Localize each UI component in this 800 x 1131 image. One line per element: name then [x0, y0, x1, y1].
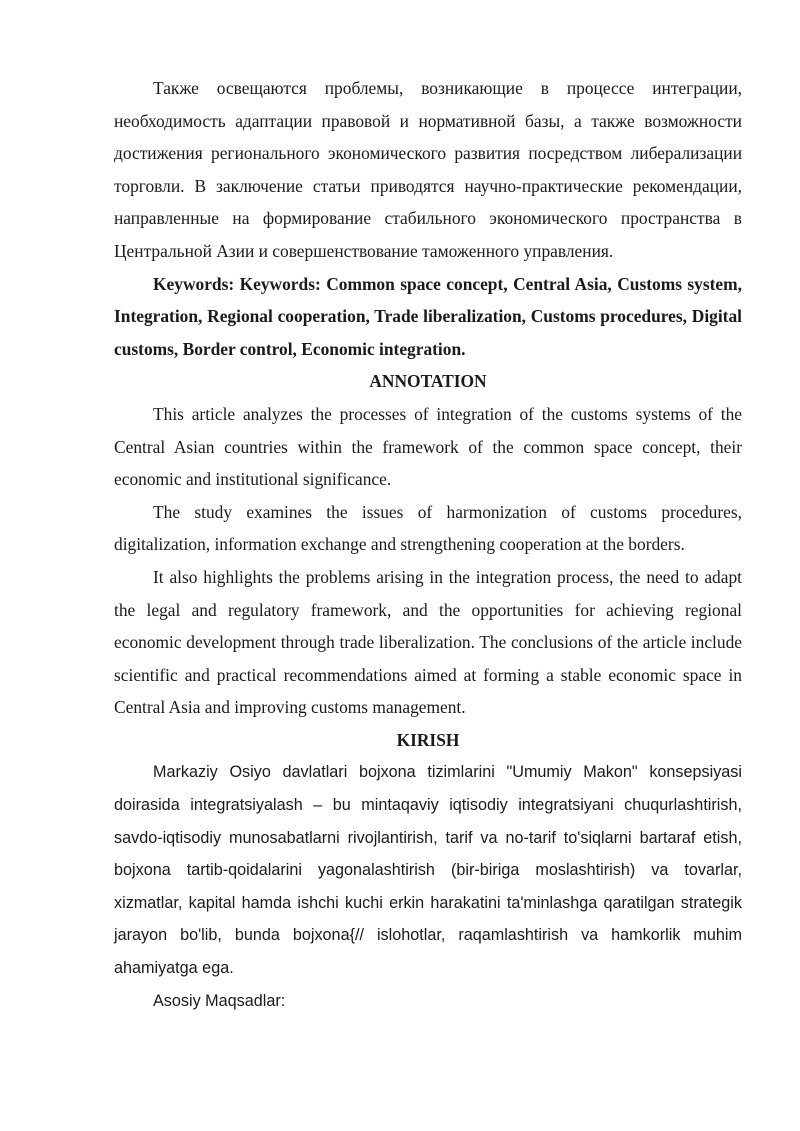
annotation-paragraph-3: It also highlights the problems arising in the integration process, the need to adapt the legal and regulatory framework, and the opportunities for achieving regional economic development through trade liberalization. The conclusions of the article include scientific and practical recommendations aimed at forming a stable economic space in Central Asia and improving customs management.: [114, 566, 742, 718]
document-page: [114, 72, 742, 1017]
keywords-paragraph: Keywords: Keywords: Common space concept, Central Asia, Customs system, Integration, Regional cooperation, Trade liberalization, Customs procedures, Digital customs, Border control, Economic integration.: [114, 273, 742, 359]
kirish-heading: KIRISH: [396, 729, 460, 750]
russian-abstract-paragraph: Также освещаются проблемы, возникающие в процессе интеграции, необходимость адаптации правовой и нормативной базы, а также возможности достижения регионального экономического развития посредством либерализации торговли. В заключение статьи приводятся научно-практические рекомендации, направленные на формирование стабильного экономического пространства в Центральной Азии и совершенствование таможенного управления.: [114, 78, 742, 261]
annotation-paragraph-1: This article analyzes the processes of integration of the customs systems of the Central Asian countries within the framework of the common space concept, their economic and institutional significance.: [114, 403, 742, 490]
kirish-paragraph: Markaziy Osiyo davlatlari bojxona tizimlarini "Umumiy Makon" konsepsiyasi doirasida integratsiyalash – bu mintaqaviy iqtisodiy integratsiyani chuqurlashtirish, savdo-iqtisodiy munosabatlarni rivojlantirish, tarif va no-tarif to'siqlarni bartaraf etish, bojxona tartib-qoidalarini yagonalashtirish (bir-biriga moslashtirish) va tovarlar, xizmatlar, kapital hamda ishchi kuchi erkin harakatini ta'minlashga qaratilgan strategik jarayon bo'lib, bunda bojxona{// islohotlar, raqamlashtirish va hamkorlik muhim ahamiyatga ega.: [114, 763, 742, 978]
annotation-heading: ANNOTATION: [369, 371, 487, 392]
main-goals-label: Asosiy Maqsadlar:: [153, 991, 286, 1010]
annotation-paragraph-2: The study examines the issues of harmonization of customs procedures, digitalization, information exchange and strengthening cooperation at the borders.: [114, 501, 742, 555]
